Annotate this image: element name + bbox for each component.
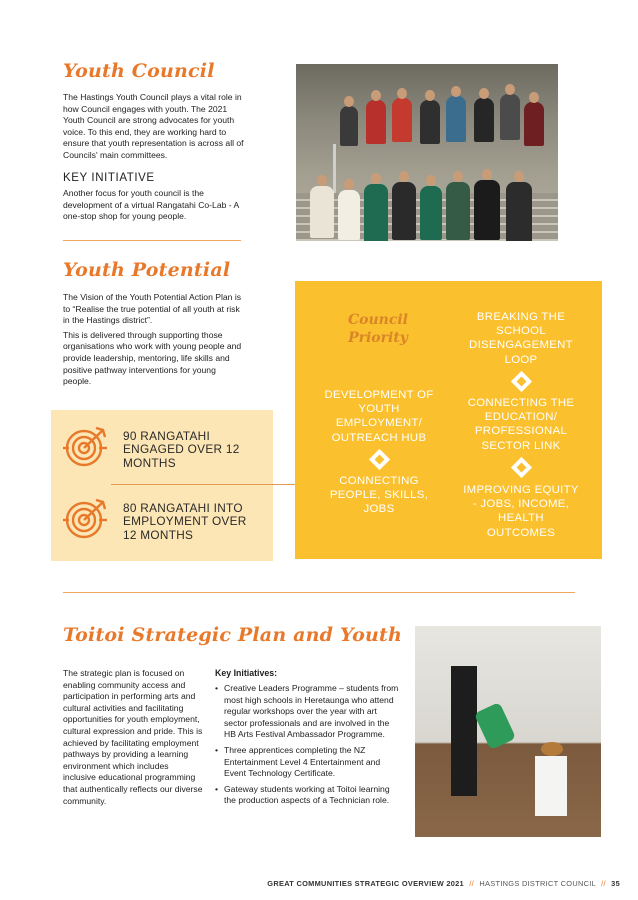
section-divider <box>63 592 575 593</box>
toitoi-photo <box>415 626 601 837</box>
footer-separator: // <box>601 879 606 888</box>
target-icon <box>63 496 109 542</box>
toitoi-heading: Toitoi Strategic Plan and Youth <box>63 624 402 646</box>
target-icon <box>63 424 109 470</box>
priority-education-link: CONNECTING THE EDUCATION/ PROFESSIONAL SECTOR LINK <box>467 397 575 452</box>
youth-council-body: The Hastings Youth Council plays a vital role in how Council engages with youth. The 2021 Youth Council are strong advocates for youth voice. To this end, they are working hard to ensure that youth representation is across all of Councils' main committees. <box>63 92 244 160</box>
youth-potential-body <box>63 292 243 391</box>
list-item: • Gateway students working at Toitoi learning the production aspects of a Technician role. <box>215 784 401 807</box>
youth-potential-delivery: This is delivered through supporting those organisations who work with young people and provide leadership, mentoring, life skills and positive pathway interventions for young people. <box>63 329 242 387</box>
priority-disengagement-loop: BREAKING THE SCHOOL DISENGAGEMENT LOOP <box>469 311 573 366</box>
diamond-icon <box>511 371 532 392</box>
key-initiative-body: Another focus for youth council is the development of a virtual Rangatahi Co-Lab - A one-stop shop for young people. <box>63 188 239 222</box>
key-initiatives-list <box>215 683 401 811</box>
page-number: 35 <box>611 879 620 888</box>
section-divider <box>63 240 241 241</box>
priority-connecting-people: CONNECTING PEOPLE, SKILLS, JOBS <box>329 475 429 516</box>
footer-separator: // <box>469 879 475 888</box>
stat-employment-text: 80 RANGATAHI INTO EMPLOYMENT OVER 12 MONTHS <box>123 501 247 542</box>
list-item: • Creative Leaders Programme – students from most high schools in Heretaunga who attend regular workshops over the year with art sector professionals and are involved in the HB Arts Festival Ambassador Programme. <box>215 683 401 741</box>
priority-youth-hub: DEVELOPMENT OF YOUTH EMPLOYMENT/ OUTREACH HUB <box>324 389 434 444</box>
footer-org: HASTINGS DISTRICT COUNCIL <box>479 879 596 888</box>
diamond-icon <box>511 457 532 478</box>
youth-potential-vision: The Vision of the Youth Potential Action Plan is to “Realise the true potential of all youth at risk in the Hastings district”. <box>63 292 242 326</box>
diamond-icon <box>369 449 390 470</box>
toitoi-body: The strategic plan is focused on enabling community access and participation in performing arts and cultural activities and facilitating opportunities for youth employment, cultural expression and pride. This is achieved by facilitating employment pathways by providing a learning environment which includes inclusive educational programming that authentically reflects our diverse community. <box>63 668 203 806</box>
page-footer <box>267 879 620 888</box>
council-priority-panel <box>295 281 602 559</box>
youth-potential-heading: Youth Potential <box>63 259 231 281</box>
youth-council-photo <box>296 64 558 241</box>
key-initiative-label: KEY INITIATIVE <box>63 172 155 184</box>
key-initiatives-title: Key Initiatives: <box>215 668 278 678</box>
footer-report-title: GREAT COMMUNITIES STRATEGIC OVERVIEW 2021 <box>267 879 464 888</box>
priority-equity: IMPROVING EQUITY - JOBS, INCOME, HEALTH OUTCOMES <box>463 484 579 539</box>
stat-divider <box>111 484 299 485</box>
stats-box <box>51 410 273 561</box>
youth-council-heading: Youth Council <box>63 60 215 82</box>
council-priority-title: Council Priority <box>348 312 408 346</box>
stat-engaged-text: 90 RANGATAHI ENGAGED OVER 12 MONTHS <box>123 429 240 470</box>
list-item: • Three apprentices completing the NZ Entertainment Level 4 Entertainment and Event Technology Certificate. <box>215 745 401 780</box>
